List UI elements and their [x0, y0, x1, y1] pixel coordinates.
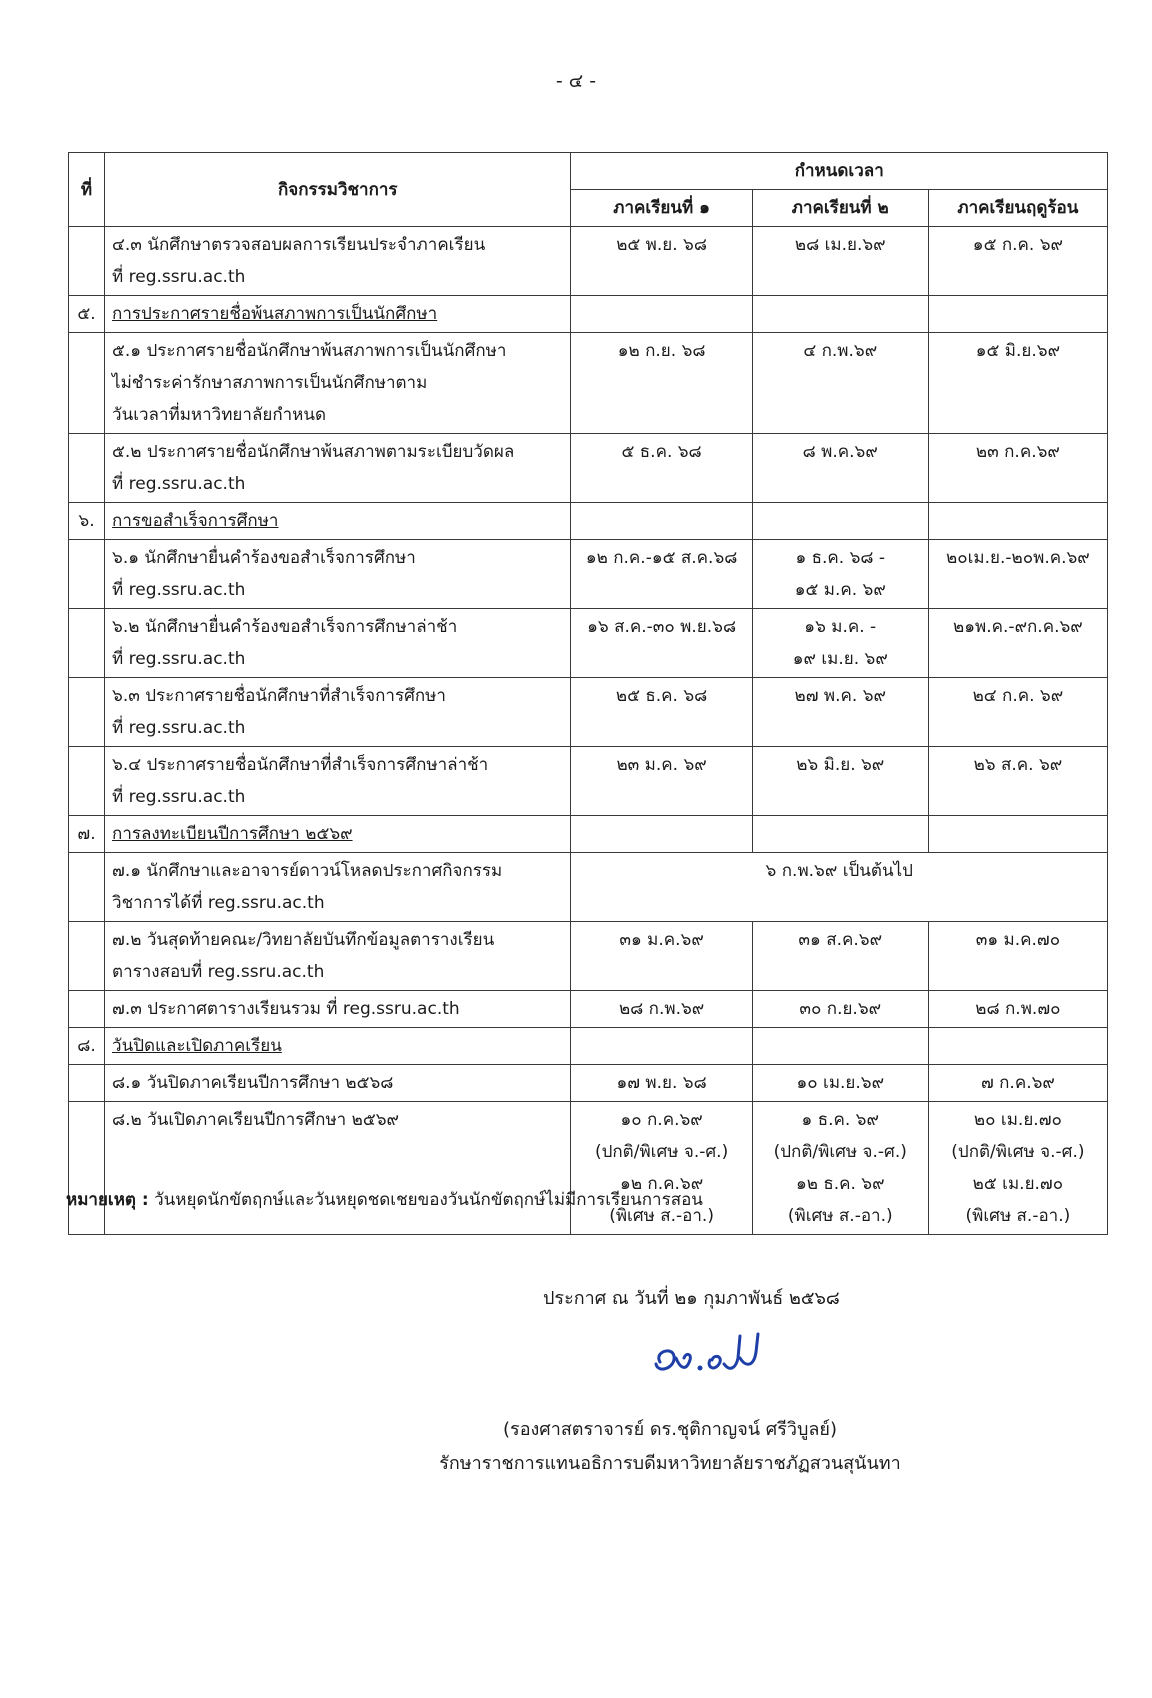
header-semester-2: ภาคเรียนที่ ๒ — [752, 190, 928, 227]
activity-cell: ๔.๓ นักศึกษาตรวจสอบผลการเรียนประจำภาคเรียน ที่ reg.ssru.ac.th — [105, 227, 571, 296]
summer-date: ๒๐เม.ย.-๒๐พ.ค.๖๙ — [928, 540, 1107, 609]
footnote-label: หมายเหตุ : — [66, 1190, 149, 1210]
section-row — [69, 816, 1108, 853]
table-row — [69, 922, 1108, 991]
summer-date: ๒๓ ก.ค.๖๙ — [928, 434, 1107, 503]
activity-cell: ๕.๒ ประกาศรายชื่อนักศึกษาพ้นสภาพตามระเบียบวัดผล ที่ reg.ssru.ac.th — [105, 434, 571, 503]
table-row — [69, 853, 1108, 922]
header-no: ที่ — [69, 153, 105, 227]
section-number: ๕. — [69, 296, 105, 333]
summer-date: ๓๑ ม.ค.๗๐ — [928, 922, 1107, 991]
header-activity: กิจกรรมวิชาการ — [105, 153, 571, 227]
page-number: - ๔ - — [555, 70, 597, 92]
summer-date: ๒๘ ก.พ.๗๐ — [928, 991, 1107, 1028]
table-row — [69, 333, 1108, 434]
table-row — [69, 540, 1108, 609]
summer-date: ๒๐ เม.ย.๗๐ (ปกติ/พิเศษ จ.-ศ.) ๒๕ เม.ย.๗๐ (พิเศษ ส.-อา.) — [928, 1102, 1107, 1235]
section-title: วันปิดและเปิดภาคเรียน — [105, 1028, 571, 1065]
activity-cell: ๗.๓ ประกาศตารางเรียนรวม ที่ reg.ssru.ac.th — [105, 991, 571, 1028]
section-number: ๗. — [69, 816, 105, 853]
section-title: การประกาศรายชื่อพ้นสภาพการเป็นนักศึกษา — [105, 296, 571, 333]
sem2-date: ๒๗ พ.ค. ๖๙ — [752, 678, 928, 747]
header-semester-1: ภาคเรียนที่ ๑ — [571, 190, 752, 227]
header-schedule: กำหนดเวลา — [571, 153, 1108, 190]
summer-date: ๗ ก.ค.๖๙ — [928, 1065, 1107, 1102]
sem2-date: ๑๖ ม.ค. - ๑๙ เม.ย. ๖๙ — [752, 609, 928, 678]
sem1-date: ๒๕ ธ.ค. ๖๘ — [571, 678, 752, 747]
summer-date: ๒๖ ส.ค. ๖๙ — [928, 747, 1107, 816]
footnote-text: วันหยุดนักขัตฤกษ์และวันหยุดชดเชยของวันนักขัตฤกษ์ไม่มีการเรียนการสอน — [154, 1190, 703, 1210]
section-title: การลงทะเบียนปีการศึกษา ๒๕๖๙ — [105, 816, 571, 853]
footnote — [66, 1186, 703, 1213]
table-row — [69, 227, 1108, 296]
academic-schedule-table — [68, 152, 1108, 1235]
table-row — [69, 747, 1108, 816]
table-row — [69, 1102, 1108, 1235]
table-row — [69, 1065, 1108, 1102]
activity-cell: ๕.๑ ประกาศรายชื่อนักศึกษาพ้นสภาพการเป็นนักศึกษา ไม่ชำระค่ารักษาสภาพการเป็นนักศึกษาตาม วันเวลาที่มหาวิทยาลัยกำหนด — [105, 333, 571, 434]
announcement-date: ประกาศ ณ วันที่ ๒๑ กุมภาพันธ์ ๒๕๖๘ — [543, 1288, 840, 1309]
section-row — [69, 503, 1108, 540]
activity-cell: ๘.๒ วันเปิดภาคเรียนปีการศึกษา ๒๕๖๙ — [105, 1102, 571, 1235]
table-row — [69, 991, 1108, 1028]
handwritten-signature — [650, 1328, 770, 1388]
spanning-date: ๖ ก.พ.๖๙ เป็นต้นไป — [571, 853, 1108, 922]
activity-cell: ๗.๒ วันสุดท้ายคณะ/วิทยาลัยบันทึกข้อมูลตารางเรียน ตารางสอบที่ reg.ssru.ac.th — [105, 922, 571, 991]
summer-date: ๑๕ ก.ค. ๖๙ — [928, 227, 1107, 296]
activity-cell: ๖.๓ ประกาศรายชื่อนักศึกษาที่สำเร็จการศึกษา ที่ reg.ssru.ac.th — [105, 678, 571, 747]
table-row — [69, 678, 1108, 747]
section-number: ๖. — [69, 503, 105, 540]
summer-date: ๒๑พ.ค.-๙ก.ค.๖๙ — [928, 609, 1107, 678]
section-row — [69, 1028, 1108, 1065]
sem1-date: ๒๘ ก.พ.๖๙ — [571, 991, 752, 1028]
sem2-date: ๓๑ ส.ค.๖๙ — [752, 922, 928, 991]
sem1-date: ๑๗ พ.ย. ๖๘ — [571, 1065, 752, 1102]
sem1-date: ๑๖ ส.ค.-๓๐ พ.ย.๖๘ — [571, 609, 752, 678]
sem2-date: ๒๘ เม.ย.๖๙ — [752, 227, 928, 296]
table-header-row — [69, 153, 1108, 190]
sem1-date: ๑๒ ก.ค.-๑๕ ส.ค.๖๘ — [571, 540, 752, 609]
sem2-date: ๑ ธ.ค. ๖๙ (ปกติ/พิเศษ จ.-ศ.) ๑๒ ธ.ค. ๖๙ (พิเศษ ส.-อา.) — [752, 1102, 928, 1235]
signer-title: รักษาราชการแทนอธิการบดีมหาวิทยาลัยราชภัฏสวนสุนันทา — [439, 1453, 901, 1474]
sem1-date: ๑๐ ก.ค.๖๙ (ปกติ/พิเศษ จ.-ศ.) ๑๒ ก.ค.๖๙ (พิเศษ ส.-อา.) — [571, 1102, 752, 1235]
table-row — [69, 609, 1108, 678]
sem1-date: ๓๑ ม.ค.๖๙ — [571, 922, 752, 991]
section-title: การขอสำเร็จการศึกษา — [105, 503, 571, 540]
activity-cell: ๖.๒ นักศึกษายื่นคำร้องขอสำเร็จการศึกษาล่าช้า ที่ reg.ssru.ac.th — [105, 609, 571, 678]
sem2-date: ๑๐ เม.ย.๖๙ — [752, 1065, 928, 1102]
section-number: ๘. — [69, 1028, 105, 1065]
signer-name: (รองศาสตราจารย์ ดร.ชุติกาญจน์ ศรีวิบูลย์) — [503, 1419, 837, 1440]
header-summer: ภาคเรียนฤดูร้อน — [928, 190, 1107, 227]
sem2-date: ๘ พ.ค.๖๙ — [752, 434, 928, 503]
activity-cell: ๖.๔ ประกาศรายชื่อนักศึกษาที่สำเร็จการศึกษาล่าช้า ที่ reg.ssru.ac.th — [105, 747, 571, 816]
sem1-date: ๒๓ ม.ค. ๖๙ — [571, 747, 752, 816]
activity-cell: ๘.๑ วันปิดภาคเรียนปีการศึกษา ๒๕๖๘ — [105, 1065, 571, 1102]
sem1-date: ๑๒ ก.ย. ๖๘ — [571, 333, 752, 434]
summer-date: ๑๕ มิ.ย.๖๙ — [928, 333, 1107, 434]
summer-date: ๒๔ ก.ค. ๖๙ — [928, 678, 1107, 747]
section-row — [69, 296, 1108, 333]
sem2-date: ๔ ก.พ.๖๙ — [752, 333, 928, 434]
activity-cell: ๗.๑ นักศึกษาและอาจารย์ดาวน์โหลดประกาศกิจกรรม วิชาการได้ที่ reg.ssru.ac.th — [105, 853, 571, 922]
table-row — [69, 434, 1108, 503]
sem2-date: ๑ ธ.ค. ๖๘ - ๑๕ ม.ค. ๖๙ — [752, 540, 928, 609]
sem2-date: ๒๖ มิ.ย. ๖๙ — [752, 747, 928, 816]
sem2-date: ๓๐ ก.ย.๖๙ — [752, 991, 928, 1028]
activity-cell: ๖.๑ นักศึกษายื่นคำร้องขอสำเร็จการศึกษา ที่ reg.ssru.ac.th — [105, 540, 571, 609]
sem1-date: ๒๕ พ.ย. ๖๘ — [571, 227, 752, 296]
sem1-date: ๕ ธ.ค. ๖๘ — [571, 434, 752, 503]
